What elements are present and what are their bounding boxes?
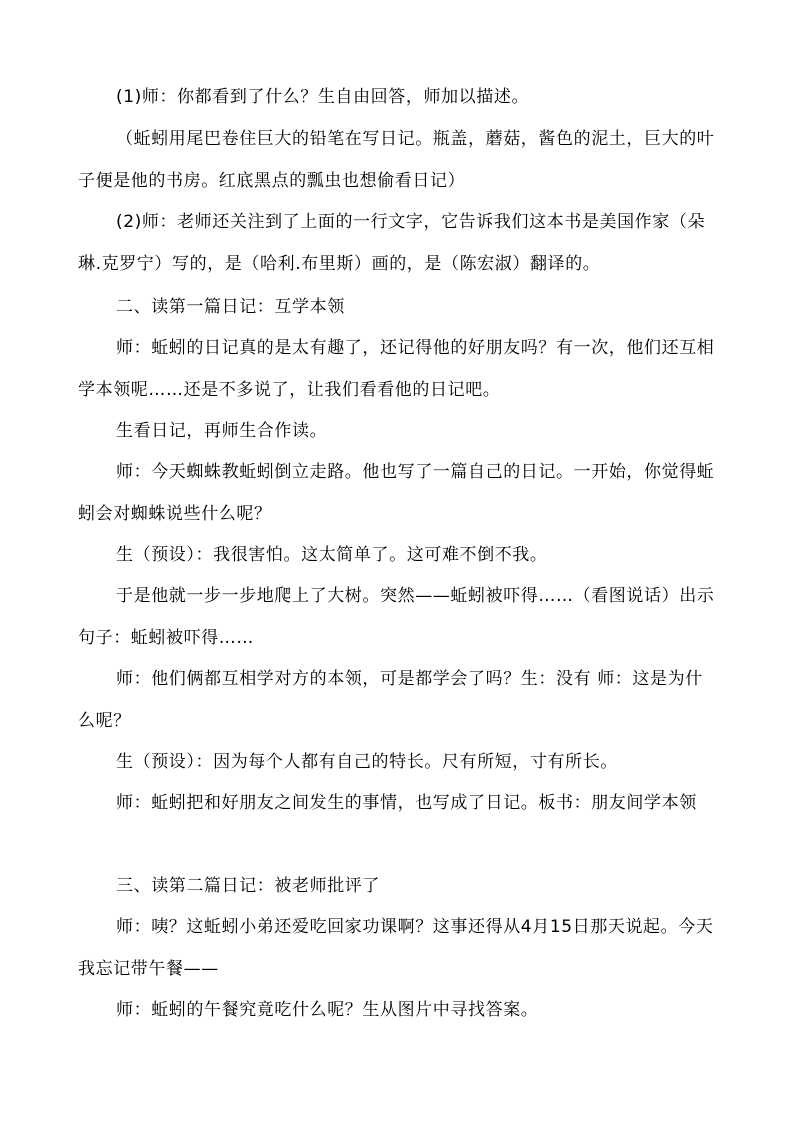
paragraph: 于是他就一步一步地爬上了大树。突然——蚯蚓被吓得……（看图说话）出示句子：蚯蚓被吓得…… <box>78 586 715 648</box>
paragraph: 师：蚯蚓把和好朋友之间发生的事情，也写成了日记。板书：朋友间学本领 <box>116 793 697 813</box>
paragraph: (2)师：老师还关注到了上面的一行文字，它告诉我们这本书是美国作家（朵琳.克罗宁）写的，是（哈利.布里斯）画的，是（陈宏淑）翻译的。 <box>78 212 706 274</box>
paragraph: 生（预设）：我很害怕。这太简单了。这可难不倒不我。 <box>116 545 548 565</box>
paragraph: （蚯蚓用尾巴卷住巨大的铅笔在写日记。瓶盖，蘑菇，酱色的泥土，巨大的叶子便是他的书房。红底黑点的瓢虫也想偷看日记） <box>78 129 715 191</box>
paragraph: 生看日记，再师生合作读。 <box>116 421 328 441</box>
paragraph: 生（预设）：因为每个人都有自己的特长。尺有所短，寸有所长。 <box>116 752 618 772</box>
section-heading: 三、读第二篇日记：被老师批评了 <box>116 876 380 896</box>
paragraph: 师：他们俩都互相学对方的本领，可是都学会了吗？生：没有 师：这是为什么呢？ <box>78 669 703 731</box>
paragraph: 师：咦？这蚯蚓小弟还爱吃回家功课啊？这事还得从4月15日那天说起。今天我忘记带午餐—— <box>78 917 714 979</box>
paragraph: 师：蚯蚓的午餐究竟吃什么呢？生从图片中寻找答案。 <box>116 1000 539 1020</box>
paragraph: 师：今天蜘蛛教蚯蚓倒立走路。他也写了一篇自己的日记。一开始，你觉得蚯蚓会对蜘蛛说些什么呢？ <box>78 462 715 524</box>
paragraph: (1)师：你都看到了什么？生自由回答，师加以描述。 <box>116 87 530 107</box>
paragraph: 师：蚯蚓的日记真的是太有趣了，还记得他的好朋友吗？有一次，他们还互相学本领呢……还是不多说了，让我们看看他的日记吧。 <box>78 338 715 400</box>
section-heading: 二、读第一篇日记：互学本领 <box>116 297 345 317</box>
